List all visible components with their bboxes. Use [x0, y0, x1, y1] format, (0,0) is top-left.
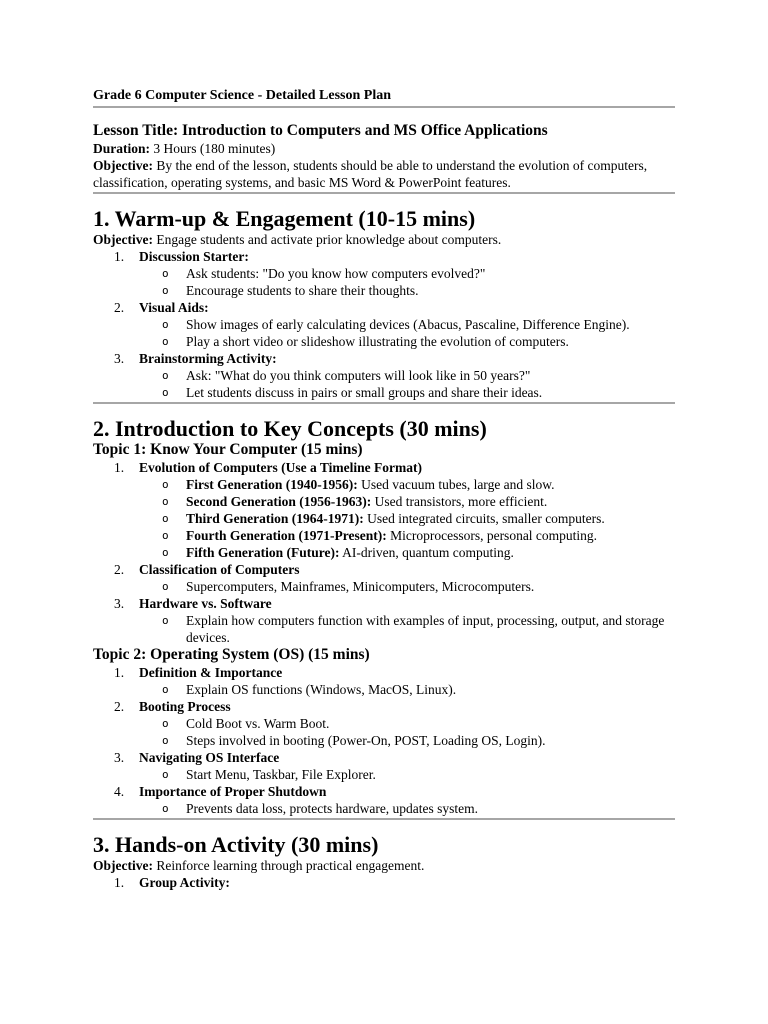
objective-line — [93, 157, 675, 191]
bullet-text: Prevents data loss, protects hardware, updates system. — [186, 801, 479, 816]
duration-line — [93, 140, 675, 157]
bullet-item — [93, 715, 675, 732]
list-item-label: Classification of Computers — [139, 562, 300, 577]
bullet-icon: o — [162, 318, 169, 331]
list-number: 1. — [114, 460, 125, 475]
list-number: 4. — [114, 784, 125, 799]
list-number: 3. — [114, 750, 125, 765]
generation-label: Fifth Generation (Future): — [186, 545, 340, 560]
bullet-icon: o — [162, 580, 169, 593]
list-number: 3. — [114, 351, 125, 366]
bullet-text: Cold Boot vs. Warm Boot. — [186, 716, 330, 731]
duration-label: Duration: — [93, 141, 150, 156]
document-content — [93, 87, 675, 891]
generation-text: AI-driven, quantum computing. — [339, 545, 514, 560]
bullet-item — [93, 732, 675, 749]
list-item — [93, 783, 675, 800]
list-item-label: Evolution of Computers (Use a Timeline Format) — [139, 460, 422, 475]
bullet-item — [93, 282, 675, 299]
section-heading: 1. Warm-up & Engagement (10-15 mins) — [93, 206, 476, 231]
list-item — [93, 561, 675, 578]
bullet-text: Play a short video or slideshow illustrating the evolution of computers. — [186, 334, 569, 349]
list-item-label: Group Activity: — [139, 875, 230, 890]
bullet-text: Steps involved in booting (Power-On, POST, Loading OS, Login). — [186, 733, 546, 748]
bullet-icon: o — [162, 478, 169, 491]
bullet-text: Show images of early calculating devices (Abacus, Pascaline, Difference Engine). — [186, 317, 630, 332]
bullet-icon: o — [162, 386, 169, 399]
list-number: 1. — [114, 249, 125, 264]
bullet-icon: o — [162, 768, 169, 781]
bullet-item — [93, 766, 675, 783]
bullet-text: Start Menu, Taskbar, File Explorer. — [186, 767, 376, 782]
bullet-icon: o — [162, 495, 169, 508]
list-item — [93, 664, 675, 681]
list-item-label: Brainstorming Activity: — [139, 351, 277, 366]
bullet-icon: o — [162, 267, 169, 280]
bullet-icon: o — [162, 717, 169, 730]
bullet-icon: o — [162, 369, 169, 382]
list-number: 3. — [114, 596, 125, 611]
bullet-icon: o — [162, 284, 169, 297]
bullet-text: Supercomputers, Mainframes, Minicomputers, Microcomputers. — [186, 579, 535, 594]
bullet-item — [93, 265, 675, 282]
generation-text: Used vacuum tubes, large and slow. — [357, 477, 555, 492]
bullet-item — [93, 316, 675, 333]
divider — [93, 106, 675, 108]
list-item-label: Hardware vs. Software — [139, 596, 272, 611]
list-item-label: Navigating OS Interface — [139, 750, 280, 765]
list-item — [93, 874, 675, 891]
bullet-text: Explain how computers function with examples of input, processing, output, and storage devices. — [186, 613, 665, 645]
bullet-icon: o — [162, 734, 169, 747]
generation-label: Second Generation (1956-1963): — [186, 494, 372, 509]
document-title: Grade 6 Computer Science - Detailed Lesson Plan — [93, 88, 391, 103]
list-item — [93, 350, 675, 367]
list-item — [93, 299, 675, 316]
bullet-item — [93, 384, 675, 401]
list-item — [93, 459, 675, 476]
list-item-label: Definition & Importance — [139, 665, 283, 680]
list-item-label: Visual Aids: — [139, 300, 209, 315]
generation-text: Used transistors, more efficient. — [371, 494, 548, 509]
objective-label: Objective: — [93, 858, 153, 873]
divider — [93, 818, 675, 820]
list-item-label: Importance of Proper Shutdown — [139, 784, 327, 799]
objective-label: Objective: — [93, 232, 153, 247]
bullet-text: Ask: "What do you think computers will look like in 50 years?" — [186, 368, 531, 383]
bullet-item — [93, 367, 675, 384]
bullet-item — [93, 544, 675, 561]
list-item — [93, 698, 675, 715]
bullet-item — [93, 510, 675, 527]
list-number: 2. — [114, 300, 125, 315]
lesson-title: Lesson Title: Introduction to Computers and MS Office Applications — [93, 122, 548, 139]
list-item-label: Booting Process — [139, 699, 231, 714]
bullet-text: Explain OS functions (Windows, MacOS, Linux). — [186, 682, 457, 697]
objective-line — [93, 857, 675, 874]
divider — [93, 192, 675, 194]
generation-label: Third Generation (1964-1971): — [186, 511, 364, 526]
objective-text: Reinforce learning through practical engagement. — [152, 858, 425, 873]
bullet-icon: o — [162, 614, 169, 627]
generation-text: Microprocessors, personal computing. — [386, 528, 598, 543]
generation-text: Used integrated circuits, smaller computers. — [363, 511, 605, 526]
section-heading: 2. Introduction to Key Concepts (30 mins) — [93, 416, 487, 441]
objective-label: Objective: — [93, 158, 153, 173]
bullet-text: Encourage students to share their thoughts. — [186, 283, 419, 298]
bullet-icon: o — [162, 802, 169, 815]
section-heading: 3. Hands-on Activity (30 mins) — [93, 832, 379, 857]
objective-text: Engage students and activate prior knowledge about computers. — [152, 232, 502, 247]
bullet-item — [93, 476, 675, 493]
list-number: 2. — [114, 699, 125, 714]
bullet-item — [93, 681, 675, 698]
topic-heading: Topic 2: Operating System (OS) (15 mins) — [93, 646, 370, 663]
bullet-text: Ask students: "Do you know how computers evolved?" — [186, 266, 486, 281]
bullet-icon: o — [162, 683, 169, 696]
bullet-icon: o — [162, 512, 169, 525]
list-number: 2. — [114, 562, 125, 577]
list-item — [93, 749, 675, 766]
list-number: 1. — [114, 875, 125, 890]
divider — [93, 402, 675, 404]
list-item-label: Discussion Starter: — [139, 249, 249, 264]
duration-value: 3 Hours (180 minutes) — [150, 141, 276, 156]
bullet-item — [93, 333, 675, 350]
bullet-item — [93, 527, 675, 544]
list-item — [93, 248, 675, 265]
list-item — [93, 595, 675, 612]
bullet-icon: o — [162, 546, 169, 559]
bullet-item — [93, 800, 675, 817]
bullet-icon: o — [162, 529, 169, 542]
bullet-icon: o — [162, 335, 169, 348]
generation-label: Fourth Generation (1971-Present): — [186, 528, 387, 543]
bullet-item — [93, 578, 675, 595]
objective-text: By the end of the lesson, students should be able to understand the evolution of computers, classification, operating systems, and basic MS Word & PowerPoint features. — [93, 158, 648, 190]
objective-line — [93, 231, 675, 248]
bullet-text: Let students discuss in pairs or small groups and share their ideas. — [186, 385, 543, 400]
bullet-item — [93, 612, 675, 646]
topic-heading: Topic 1: Know Your Computer (15 mins) — [93, 441, 363, 458]
generation-label: First Generation (1940-1956): — [186, 477, 358, 492]
list-number: 1. — [114, 665, 125, 680]
bullet-item — [93, 493, 675, 510]
